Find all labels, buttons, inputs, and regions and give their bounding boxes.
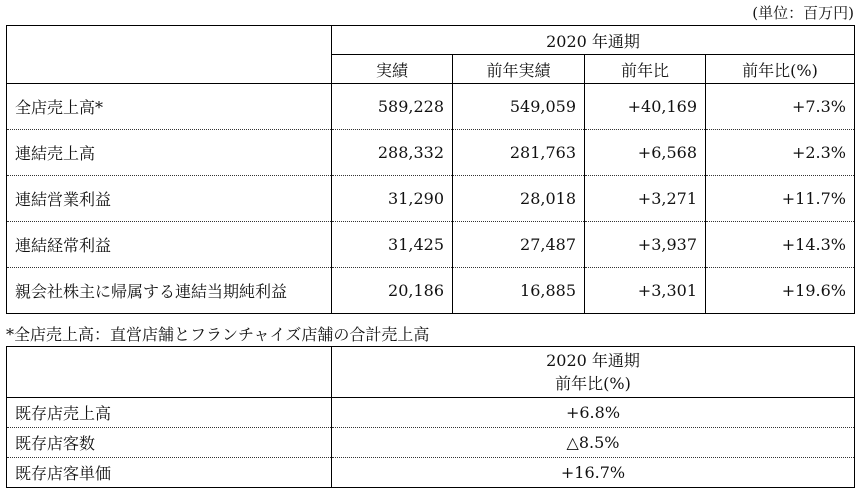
table1-corner-cell [7, 26, 332, 55]
table-row [7, 222, 855, 268]
table-row [7, 398, 855, 428]
cell-diff: +6,568 [585, 130, 706, 176]
table-row [7, 84, 855, 130]
cell-diff: +3,937 [585, 222, 706, 268]
cell-actual: 20,186 [332, 268, 453, 314]
cell-pct: +11.7% [706, 176, 855, 222]
column-header-diff: 前年比 [585, 55, 706, 84]
table2-column-header: 前年比(%) [555, 374, 631, 393]
table-row [7, 458, 855, 488]
cell-actual: 31,290 [332, 176, 453, 222]
cell-actual: 31,425 [332, 222, 453, 268]
table2-header [332, 347, 855, 398]
cell-pct: +7.3% [706, 84, 855, 130]
row-label: 連結営業利益 [7, 176, 332, 222]
footnote: *全店売上高：直営店舗とフランチャイズ店舗の合計売上高 [6, 325, 430, 344]
cell-pct: +19.6% [706, 268, 855, 314]
cell-actual: 589,228 [332, 84, 453, 130]
row-label: 連結売上高 [7, 130, 332, 176]
row-label: 既存店売上高 [7, 398, 332, 428]
row-label: 既存店客単価 [7, 458, 332, 488]
column-header-pct: 前年比(%) [706, 55, 855, 84]
table1-column-header-row [7, 55, 855, 84]
cell-diff: +3,301 [585, 268, 706, 314]
cell-prior: 281,763 [453, 130, 585, 176]
column-header-actual: 実績 [332, 55, 453, 84]
cell-actual: 288,332 [332, 130, 453, 176]
cell-pct: △8.5% [332, 428, 855, 458]
table-row [7, 428, 855, 458]
row-label: 既存店客数 [7, 428, 332, 458]
cell-pct: +16.7% [332, 458, 855, 488]
row-label: 全店売上高* [7, 84, 332, 130]
table-row [7, 268, 855, 314]
table2-header-row [7, 347, 855, 398]
cell-pct: +2.3% [706, 130, 855, 176]
cell-prior: 549,059 [453, 84, 585, 130]
cell-pct: +14.3% [706, 222, 855, 268]
cell-diff: +3,271 [585, 176, 706, 222]
column-header-prior: 前年実績 [453, 55, 585, 84]
cell-diff: +40,169 [585, 84, 706, 130]
table1-period-header: 2020 年通期 [332, 26, 855, 55]
existing-store-table [6, 346, 855, 488]
cell-pct: +6.8% [332, 398, 855, 428]
cell-prior: 28,018 [453, 176, 585, 222]
row-label: 親会社株主に帰属する連結当期純利益 [7, 268, 332, 314]
consolidated-results-table [6, 25, 855, 314]
table2-corner-cell [7, 347, 332, 398]
table-row [7, 130, 855, 176]
table1-period-header-row [7, 26, 855, 55]
cell-prior: 16,885 [453, 268, 585, 314]
table2-period-header: 2020 年通期 [546, 351, 640, 370]
unit-label: (単位：百万円) [752, 4, 854, 22]
table-row [7, 176, 855, 222]
cell-prior: 27,487 [453, 222, 585, 268]
row-label: 連結経常利益 [7, 222, 332, 268]
table1-corner-cell-lower [7, 55, 332, 84]
